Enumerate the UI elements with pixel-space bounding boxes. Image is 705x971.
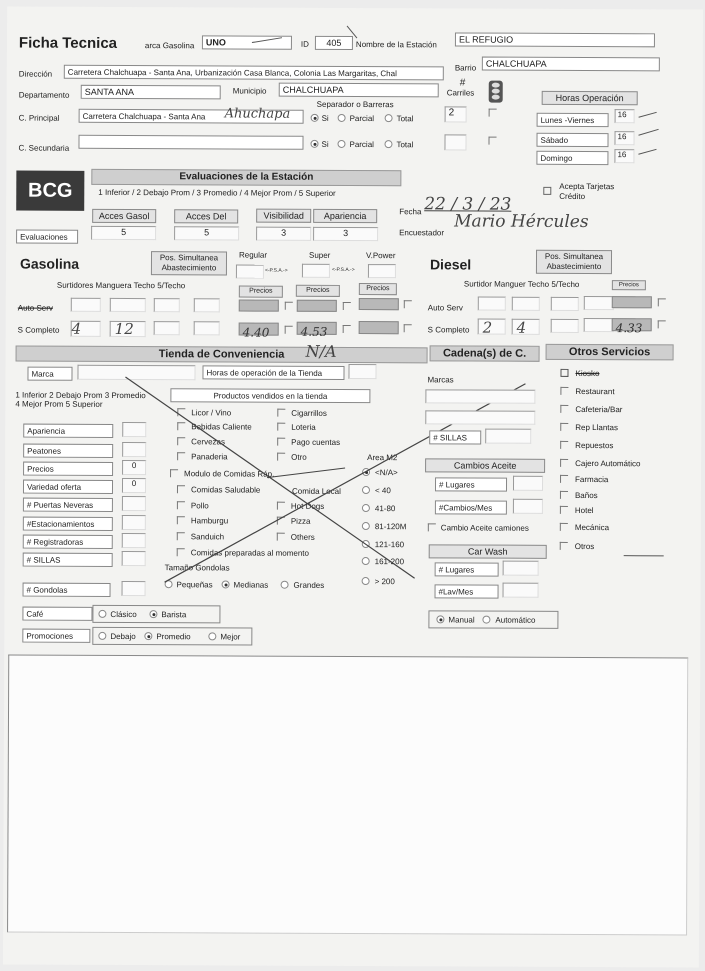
tienda-item-label: # SILLAS (26, 555, 61, 565)
gondola-medianas-label: Medianas (233, 580, 269, 590)
otros-servicios-header: Otros Servicios (546, 344, 674, 361)
area-label-3: 81-120M (374, 522, 407, 532)
tienda-item-label: # Registradoras (26, 537, 84, 547)
gas-vpower-label: V.Power (365, 251, 396, 261)
direccion-value: Carretera Chalchuapa - Santa Ana, Urbanización Casa Blanca, Colonia Las Margaritas, Chal (67, 67, 397, 79)
gas-auto-serv-label: Auto Serv (17, 303, 53, 313)
cs-total-label: Total (396, 140, 414, 150)
evaluaciones-label: Evaluaciones (20, 232, 68, 242)
gas-comp-manguera-value: 12 (114, 319, 134, 339)
carriles-hash: # (459, 77, 466, 89)
id-value: 405 (326, 37, 342, 48)
diesel-title: Diesel (429, 256, 472, 273)
evaluaciones-header: Evaluaciones de la Estación (91, 169, 401, 186)
prod2-label-5: Hot Dogs (290, 501, 325, 511)
prod2-label-1: Loteria (291, 422, 316, 432)
cambios-aceite-header: Cambios Aceite (425, 458, 545, 473)
departamento-label: Departamento (18, 90, 70, 100)
sillas-label: # SILLAS (433, 433, 468, 443)
prod1-label-6: Pollo (190, 501, 209, 511)
gasolina-title: Gasolina (19, 255, 80, 272)
sabado-value: 16 (617, 132, 627, 142)
tienda-scale-1: 1 Inferior 2 Debajo Prom 3 Promedio (15, 390, 146, 401)
gas-regular-label: Regular (238, 250, 268, 260)
cambios-mes-text: #Cambios/Mes (438, 503, 493, 513)
apariencia-value: 3 (343, 227, 349, 238)
tienda-scale-2: 4 Mejor Prom 5 Superior (15, 399, 103, 409)
area-label-4: 121-160 (374, 540, 405, 550)
lunes-viernes-label: Lunes -Viernes (540, 115, 595, 126)
tienda-item-label: # Gondolas (26, 585, 68, 595)
cafe-label: Café (26, 609, 44, 619)
cs-si-label: Si (321, 139, 329, 149)
otros-label-6: Farmacia (575, 474, 609, 485)
gas-precio-super-value: 4.53 (300, 324, 328, 339)
tienda-na-handwriting: N/A (305, 341, 337, 361)
otros-label-10: Otros (574, 541, 595, 552)
tienda-item-label: Peatones (27, 446, 61, 456)
otros-label-4: Repuestos (575, 440, 614, 451)
wash-lugares-text: # Lugares (438, 565, 475, 575)
productos-header: Productos vendidos en la tienda (213, 391, 328, 401)
gas-pos-line2: Abastecimiento (161, 263, 217, 273)
domingo-value: 16 (617, 150, 627, 160)
tienda-item-label: Apariencia (27, 426, 66, 436)
otros-label-1: Restaurant (575, 386, 615, 397)
dsl-pos-line1: Pos. Simultanea (544, 251, 604, 262)
municipio-value: CHALCHUAPA (282, 84, 344, 95)
cp-parcial-label: Parcial (349, 113, 375, 124)
c-principal-label: C. Principal (18, 113, 60, 123)
horas-tienda-label: Horas de operación de la Tienda (206, 368, 323, 378)
separador-label: Separador o Barreras (316, 99, 394, 110)
cp-si-label: Si (321, 113, 329, 123)
prod2-label-3: Otro (291, 452, 307, 462)
municipio-label: Municipio (232, 86, 267, 96)
otros-label-0: Kiosko (575, 368, 600, 379)
visibilidad-label: Visibilidad (256, 209, 311, 223)
aceite-lugares-text: # Lugares (438, 480, 475, 490)
gas-psa-1: <-P.S.A.-> (264, 267, 288, 274)
area-label-0: <N/A> (375, 468, 398, 478)
prod2-label-0: Cigarrillos (291, 408, 327, 418)
c-secundaria-label: C. Secundaria (18, 143, 70, 153)
otros-label-7: Baños (574, 490, 598, 501)
otros-label-9: Mecánica (574, 522, 610, 533)
car-wash-header: Car Wash (429, 544, 547, 559)
page-title: Ficha Tecnica (18, 34, 118, 52)
area-label-6: > 200 (374, 577, 395, 587)
barrio-value: CHALCHUAPA (485, 58, 547, 69)
variedad-value: 0 (131, 479, 137, 489)
marcas-label: Marcas (427, 375, 454, 385)
prod1-label-5: Comidas Saludable (190, 485, 261, 495)
horas-operacion-header: Horas Operación (542, 91, 638, 105)
prod2-label-7: Others (290, 532, 315, 542)
apariencia-label: Apariencia (313, 209, 377, 223)
otros-label-3: Rep Llantas (575, 422, 618, 433)
promo-promedio-label: Promedio (156, 632, 191, 642)
prod2-label-6: Pizza (290, 516, 311, 526)
fecha-handwriting: 22 / 3 / 23 (424, 194, 512, 215)
area-label-5: 161-200 (374, 557, 405, 567)
acces-del-value: 5 (204, 227, 210, 238)
gas-columns: Surtidores Manguera Techo 5/Techo (56, 280, 186, 291)
prod1-label-1: Bebidas Caliente (191, 422, 252, 432)
evaluaciones-scale: 1 Inferior / 2 Debajo Prom / 3 Promedio / 4 Mejor Prom / 5 Superior (98, 187, 336, 198)
promociones-label: Promociones (26, 631, 74, 641)
dsl-precio-value: 4.33 (615, 321, 643, 336)
acces-gasol-value: 5 (121, 226, 127, 238)
dsl-pos-line2: Abastecimiento (546, 261, 602, 272)
direccion-label: Dirección (18, 69, 53, 79)
dsl-comp-manguer-value: 4 (516, 318, 527, 337)
prod1-label-3: Panaderia (191, 452, 228, 462)
domingo-label: Domingo (540, 153, 573, 163)
cp-total-label: Total (396, 114, 414, 124)
cs-parcial-label: Parcial (349, 139, 374, 150)
fecha-label: Fecha (399, 207, 422, 217)
tienda-item-label: #Estacionamientos (26, 519, 95, 529)
tienda-item-label: # Puertas Neveras (26, 500, 94, 510)
tienda-item-label: Precios (27, 464, 54, 474)
carriles-value: 2 (448, 107, 455, 119)
prod1-label-0: Licor / Vino (191, 408, 232, 418)
cafe-clasico-label: Clásico (110, 609, 137, 620)
c-principal-value: Carretera Chalchuapa - Santa Ana (82, 111, 206, 122)
handwritten-marks (3, 6, 703, 967)
form-page (3, 6, 703, 967)
otros-label-5: Cajero Automático (575, 458, 641, 469)
lunes-viernes-value: 16 (617, 110, 627, 120)
wash-manual-label: Manual (448, 615, 475, 625)
encuestador-label: Encuestador (399, 228, 445, 238)
diesel-precios-header: Precios (612, 280, 646, 290)
departamento-value: SANTA ANA (84, 86, 135, 98)
sabado-label: Sábado (540, 135, 569, 145)
wash-auto-label: Automático (495, 615, 536, 625)
area-m2-label: Area M2 (367, 453, 398, 463)
gas-precios-vpower: Precios (359, 283, 397, 295)
precios-value: 0 (131, 461, 137, 471)
carriles-label: Carriles (446, 88, 475, 98)
aceite-camiones-label: Cambio Aceite camiones (440, 523, 529, 533)
c-principal-handwriting: Ahuchapa (224, 106, 291, 122)
tienda-title: Tienda de Conveniencia (158, 348, 285, 361)
area-label-2: 41-80 (374, 504, 396, 514)
gas-s-completo-label: S Completo (17, 325, 60, 335)
brand-value: UNO (205, 37, 226, 48)
diesel-columns: Surtidor Manguer Techo 5/Techo (463, 279, 580, 289)
brand-label: arca Gasolina (144, 41, 195, 51)
visibilidad-value: 3 (281, 227, 287, 238)
bcg-logo: BCG (16, 171, 84, 211)
marca-label: Marca (31, 369, 54, 379)
promo-debajo-label: Debajo (110, 631, 136, 642)
gas-precios-super: Precios (296, 285, 340, 297)
promo-mejor-label: Mejor (220, 632, 241, 642)
acces-gasol-label: Acces Gasol (92, 209, 156, 223)
otros-label-2: Cafeteria/Bar (575, 404, 623, 415)
prod2-label-4: Comida Local (291, 486, 341, 496)
diesel-s-completo-label: S Completo (427, 325, 470, 335)
gas-precio-regular-value: 4.40 (242, 325, 270, 340)
prod1-label-9: Comidas preparadas al momento (190, 548, 310, 558)
prod2-label-2: Pago cuentas (291, 437, 341, 447)
gas-pos-line1: Pos. Simultanea (159, 253, 219, 263)
tienda-item-label: Variedad oferta (26, 482, 82, 492)
cafe-barista-label: Barista (161, 610, 187, 620)
otros-label-8: Hotel (574, 505, 594, 516)
credito-label: Crédito (559, 191, 586, 202)
lav-mes-text: #Lav/Mes (438, 587, 474, 597)
dsl-comp-surtidor-value: 2 (482, 318, 493, 337)
gas-psa-2: <-P.S.A.-> (331, 266, 355, 274)
gondola-pequenas-label: Pequeñas (176, 580, 213, 590)
acepta-tarjetas-label: Acepta Tarjetas (559, 181, 615, 192)
gas-precios-regular: Precios (239, 286, 283, 298)
area-label-1: < 40 (374, 486, 391, 496)
prod1-label-8: Sanduich (190, 532, 225, 542)
diesel-auto-serv-label: Auto Serv (427, 303, 463, 313)
prod1-label-4: Modulo de Comidas Ráp. (184, 469, 275, 479)
barrio-label: Barrio (454, 63, 477, 73)
prod1-label-7: Hamburgu (190, 516, 229, 526)
cadena-header: Cadena(s) de C. (430, 345, 540, 361)
tamano-gondolas-label: Tamaño Gondolas (164, 563, 230, 573)
gas-super-label: Super (308, 250, 331, 260)
gondola-grandes-label: Grandes (293, 580, 325, 590)
station-label: Nombre de la Estación (355, 40, 437, 50)
gas-comp-surtidores-value: 4 (71, 319, 82, 338)
acces-del-label: Acces Del (174, 209, 238, 223)
station-value: EL REFUGIO (458, 34, 514, 45)
id-label: ID (300, 39, 309, 49)
prod1-label-2: Cervezas (191, 437, 226, 447)
encuestador-handwriting: Mario Hércules (454, 211, 589, 233)
